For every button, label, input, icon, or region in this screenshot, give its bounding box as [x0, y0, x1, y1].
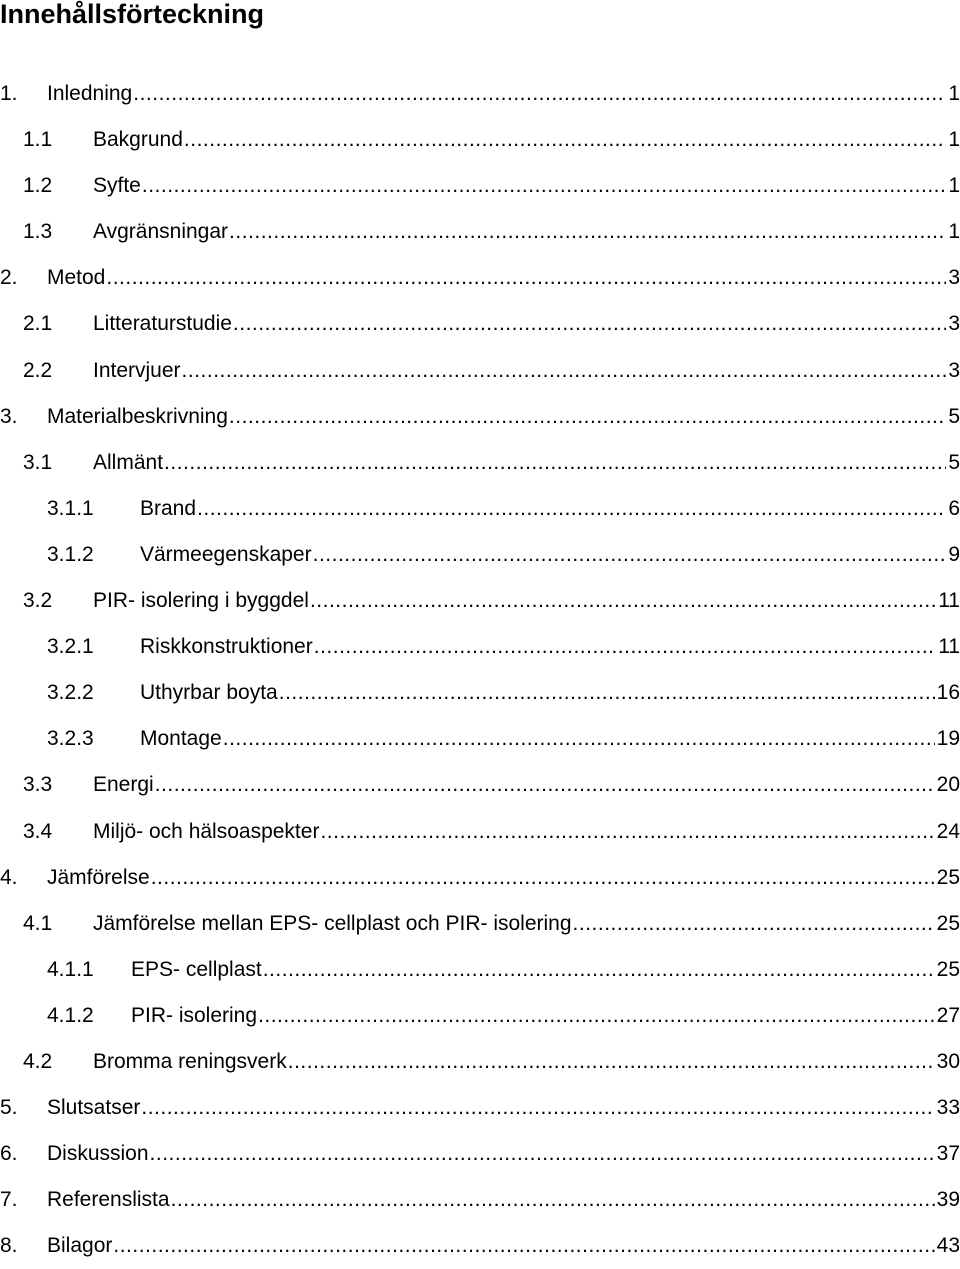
toc-entry-page: 9: [948, 542, 960, 566]
toc-entry-page: 25: [936, 911, 960, 935]
toc-entry-number: 3.1: [23, 450, 53, 474]
toc-entry-title[interactable]: Metod: [47, 266, 106, 290]
toc-entry[interactable]: [0, 947, 960, 993]
toc-entry-title[interactable]: Litteraturstudie: [93, 312, 232, 336]
table-of-contents: [0, 71, 960, 1269]
toc-dot-leader: [279, 670, 935, 716]
toc-entry[interactable]: [0, 901, 960, 947]
toc-entry[interactable]: [0, 1039, 960, 1085]
toc-entry-page: 20: [936, 773, 960, 797]
toc-entry-title[interactable]: Uthyrbar boyta: [140, 681, 278, 705]
toc-entry[interactable]: [0, 809, 960, 855]
toc-entry[interactable]: [0, 348, 960, 394]
toc-entry-page: 5: [948, 450, 960, 474]
toc-entry-number: 2.: [0, 266, 18, 290]
toc-entry-number: 3.2.1: [47, 635, 94, 659]
toc-entry-title[interactable]: Bromma reningsverk: [93, 1049, 287, 1073]
toc-dot-leader: [150, 1131, 935, 1177]
page-title: Innehållsförteckning: [0, 0, 265, 29]
toc-entry-page: 19: [936, 727, 960, 751]
toc-entry-title[interactable]: Bilagor: [47, 1234, 113, 1258]
toc-entry-page: 3: [948, 358, 960, 382]
toc-entry-page: 3: [948, 312, 960, 336]
toc-dot-leader: [184, 117, 946, 163]
toc-entry-page: 25: [936, 865, 960, 889]
toc-entry-page: 3: [948, 266, 960, 290]
toc-entry[interactable]: [0, 301, 960, 347]
toc-entry-number: 1.3: [23, 220, 53, 244]
toc-entry-number: 4.: [0, 865, 18, 889]
toc-entry-title[interactable]: PIR- isolering: [131, 1003, 258, 1027]
toc-dot-leader: [197, 486, 946, 532]
toc-entry[interactable]: [0, 117, 960, 163]
toc-entry-page: 11: [938, 635, 960, 659]
toc-dot-leader: [288, 1039, 935, 1085]
toc-entry-page: 1: [948, 220, 960, 244]
toc-entry-title[interactable]: Jämförelse: [47, 865, 150, 889]
toc-entry[interactable]: [0, 1085, 960, 1131]
toc-entry-page: 5: [948, 404, 960, 428]
toc-entry-number: 3.1.1: [47, 496, 94, 520]
toc-entry-number: 1.: [0, 82, 18, 105]
toc-entry-title[interactable]: Montage: [140, 727, 222, 751]
toc-entry-number: 2.2: [23, 358, 53, 382]
toc-entry-page: 1: [948, 82, 960, 105]
toc-dot-leader: [258, 993, 935, 1039]
toc-entry[interactable]: [0, 670, 960, 716]
toc-entry-page: 6: [948, 496, 960, 520]
toc-entry-page: 43: [936, 1234, 960, 1258]
toc-entry-number: 8.: [0, 1234, 18, 1258]
toc-dot-leader: [155, 762, 935, 808]
toc-entry-number: 3.2: [23, 589, 53, 613]
toc-entry-title[interactable]: Diskussion: [47, 1142, 149, 1166]
toc-dot-leader: [223, 716, 935, 762]
toc-entry-number: 6.: [0, 1142, 18, 1166]
toc-entry-number: 4.1.2: [47, 1003, 94, 1027]
toc-entry-number: 3.2.3: [47, 727, 94, 751]
toc-dot-leader: [151, 855, 935, 901]
toc-entry-title[interactable]: Intervjuer: [93, 358, 181, 382]
toc-dot-leader: [142, 163, 946, 209]
toc-entry-title[interactable]: Jämförelse mellan EPS- cellplast och PIR- isolering: [93, 911, 572, 935]
toc-dot-leader: [141, 1085, 934, 1131]
toc-entry[interactable]: [0, 578, 960, 624]
toc-entry-number: 4.1: [23, 911, 53, 935]
toc-entry-page: 30: [936, 1049, 960, 1073]
toc-entry-number: 3.1.2: [47, 542, 94, 566]
toc-entry-title[interactable]: Inledning: [47, 82, 133, 105]
toc-entry-page: 25: [936, 957, 960, 981]
toc-entry[interactable]: [0, 993, 960, 1039]
toc-dot-leader: [573, 901, 935, 947]
toc-entry-title[interactable]: Värmeegenskaper: [140, 542, 312, 566]
toc-entry-title[interactable]: Miljö- och hälsoaspekter: [93, 819, 320, 843]
toc-entry-number: 7.: [0, 1188, 18, 1212]
toc-entry[interactable]: [0, 209, 960, 255]
toc-entry-page: 16: [936, 681, 960, 705]
toc-entry[interactable]: [0, 624, 960, 670]
toc-entry-number: 4.2: [23, 1049, 53, 1073]
toc-entry[interactable]: [0, 1131, 960, 1177]
toc-entry[interactable]: [0, 163, 960, 209]
toc-entry-page: 1: [948, 128, 960, 152]
toc-entry[interactable]: [0, 855, 960, 901]
toc-entry[interactable]: [0, 1223, 960, 1269]
toc-dot-leader: [229, 209, 946, 255]
toc-entry-title[interactable]: Syfte: [93, 174, 141, 198]
toc-entry-title[interactable]: Brand: [140, 496, 197, 520]
toc-entry-number: 4.1.1: [47, 957, 94, 981]
toc-entry[interactable]: [0, 394, 960, 440]
toc-entry-title[interactable]: Materialbeskrivning: [47, 404, 228, 428]
toc-entry[interactable]: [0, 762, 960, 808]
toc-dot-leader: [164, 440, 946, 486]
toc-entry-title[interactable]: Slutsatser: [47, 1096, 141, 1120]
toc-dot-leader: [229, 394, 946, 440]
toc-entry[interactable]: [0, 532, 960, 578]
toc-entry-title[interactable]: EPS- cellplast: [131, 957, 262, 981]
toc-dot-leader: [263, 947, 935, 993]
toc-entry-number: 5.: [0, 1096, 18, 1120]
toc-entry-page: 24: [936, 819, 960, 843]
toc-entry-number: 3.2.2: [47, 681, 94, 705]
toc-entry-title[interactable]: Allmänt: [93, 450, 164, 474]
toc-entry-number: 3.4: [23, 819, 53, 843]
toc-dot-leader: [106, 255, 946, 301]
toc-entry[interactable]: [0, 440, 960, 486]
toc-entry-page: 1: [948, 174, 960, 198]
toc-entry-title[interactable]: Avgränsningar: [93, 220, 229, 244]
toc-dot-leader: [233, 301, 946, 347]
toc-entry-title[interactable]: Riskkonstruktioner: [140, 635, 313, 659]
toc-dot-leader: [182, 348, 947, 394]
toc-entry-title[interactable]: Referenslista: [47, 1188, 170, 1212]
toc-entry-title[interactable]: Bakgrund: [93, 128, 183, 152]
toc-entry-page: 39: [936, 1188, 960, 1212]
toc-entry-number: 2.1: [23, 312, 53, 336]
toc-entry-title[interactable]: PIR- isolering i byggdel: [93, 589, 309, 613]
toc-dot-leader: [320, 809, 934, 855]
toc-entry[interactable]: [0, 716, 960, 762]
toc-entry-number: 3.3: [23, 773, 53, 797]
toc-entry[interactable]: [0, 71, 960, 117]
toc-dot-leader: [171, 1177, 935, 1223]
toc-dot-leader: [310, 578, 936, 624]
toc-entry-title[interactable]: Energi: [93, 773, 154, 797]
toc-entry-page: 37: [936, 1142, 960, 1166]
toc-entry-number: 1.1: [23, 128, 53, 152]
toc-entry[interactable]: [0, 255, 960, 301]
toc-entry-number: 1.2: [23, 174, 53, 198]
toc-dot-leader: [113, 1223, 934, 1269]
toc-dot-leader: [313, 532, 947, 578]
toc-entry[interactable]: [0, 1177, 960, 1223]
toc-entry[interactable]: [0, 486, 960, 532]
toc-entry-page: 27: [936, 1003, 960, 1027]
toc-dot-leader: [133, 71, 946, 117]
toc-entry-page: 11: [938, 589, 960, 613]
toc-entry-number: 3.: [0, 404, 18, 428]
toc-dot-leader: [314, 624, 936, 670]
toc-entry-page: 33: [936, 1096, 960, 1120]
